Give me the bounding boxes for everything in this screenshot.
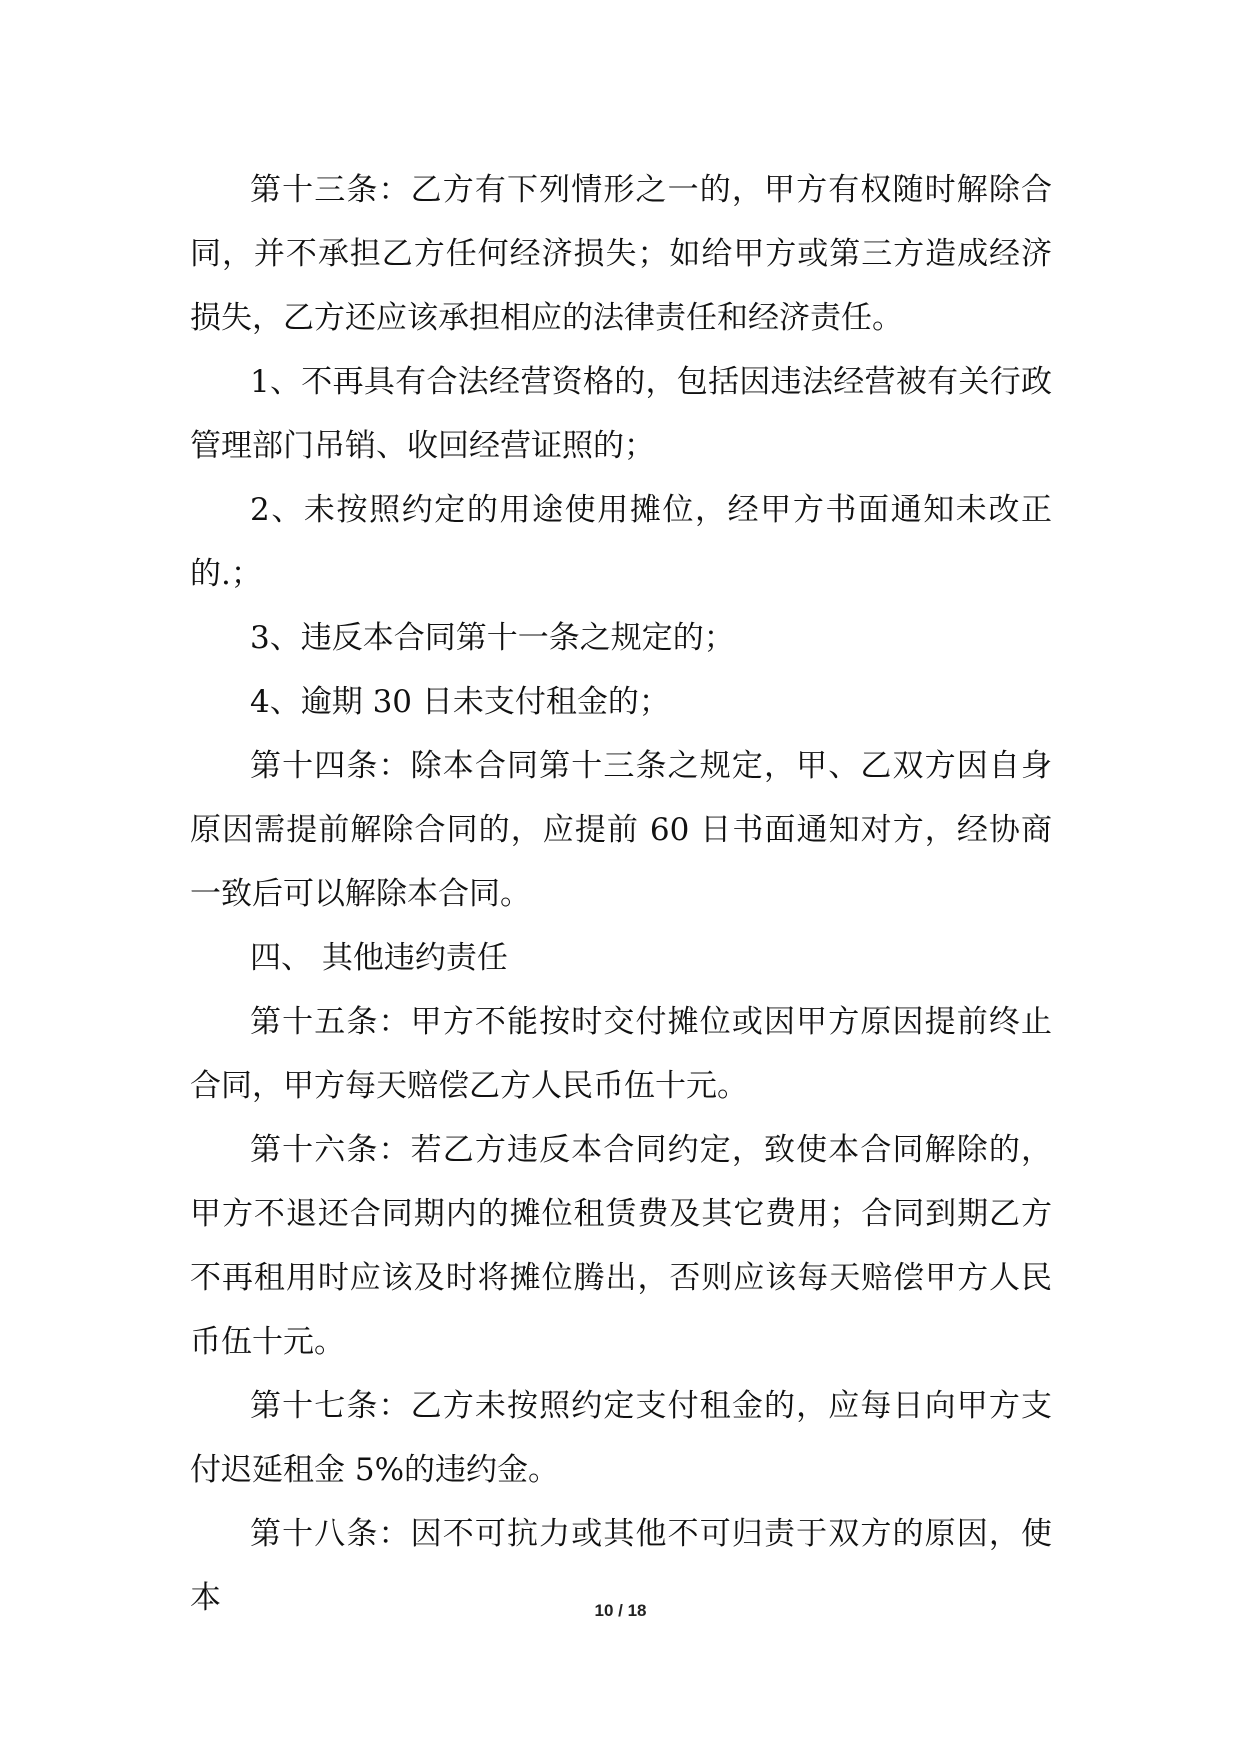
article-18-paragraph: 第十八条：因不可抗力或其他不可归责于双方的原因，使本	[190, 1516, 1052, 1616]
article-15-paragraph: 第十五条：甲方不能按时交付摊位或因甲方原因提前终止合同，甲方每天赔偿乙方人民币伍十元。	[190, 1004, 1052, 1104]
article-13-item-1: 1、不再具有合法经营资格的，包括因违法经营被有关行政管理部门吊销、收回经营证照的；	[190, 364, 1052, 464]
article-13-item-4: 4、逾期 30 日未支付租金的；	[250, 684, 670, 720]
section-heading-other-liabilities: 四、 其他违约责任	[250, 940, 508, 976]
article-17-paragraph: 第十七条：乙方未按照约定支付租金的，应每日向甲方支付迟延租金 5%的违约金。	[190, 1388, 1052, 1488]
document-body	[190, 158, 1052, 1630]
article-13-paragraph: 第十三条：乙方有下列情形之一的，甲方有权随时解除合同，并不承担乙方任何经济损失；如给甲方或第三方造成经济损失，乙方还应该承担相应的法律责任和经济责任。	[190, 172, 1052, 336]
article-13-item-2: 2、未按照约定的用途使用摊位，经甲方书面通知未改正的.；	[190, 492, 1052, 592]
article-14-paragraph: 第十四条：除本合同第十三条之规定，甲、乙双方因自身原因需提前解除合同的，应提前 60 日书面通知对方，经协商一致后可以解除本合同。	[190, 748, 1052, 912]
page-number: 10 / 18	[594, 1601, 647, 1620]
article-13-item-3: 3、违反本合同第十一条之规定的；	[250, 620, 735, 656]
article-16-paragraph: 第十六条：若乙方违反本合同约定，致使本合同解除的，甲方不退还合同期内的摊位租赁费及其它费用；合同到期乙方不再租用时应该及时将摊位腾出，否则应该每天赔偿甲方人民币伍十元。	[190, 1132, 1052, 1360]
